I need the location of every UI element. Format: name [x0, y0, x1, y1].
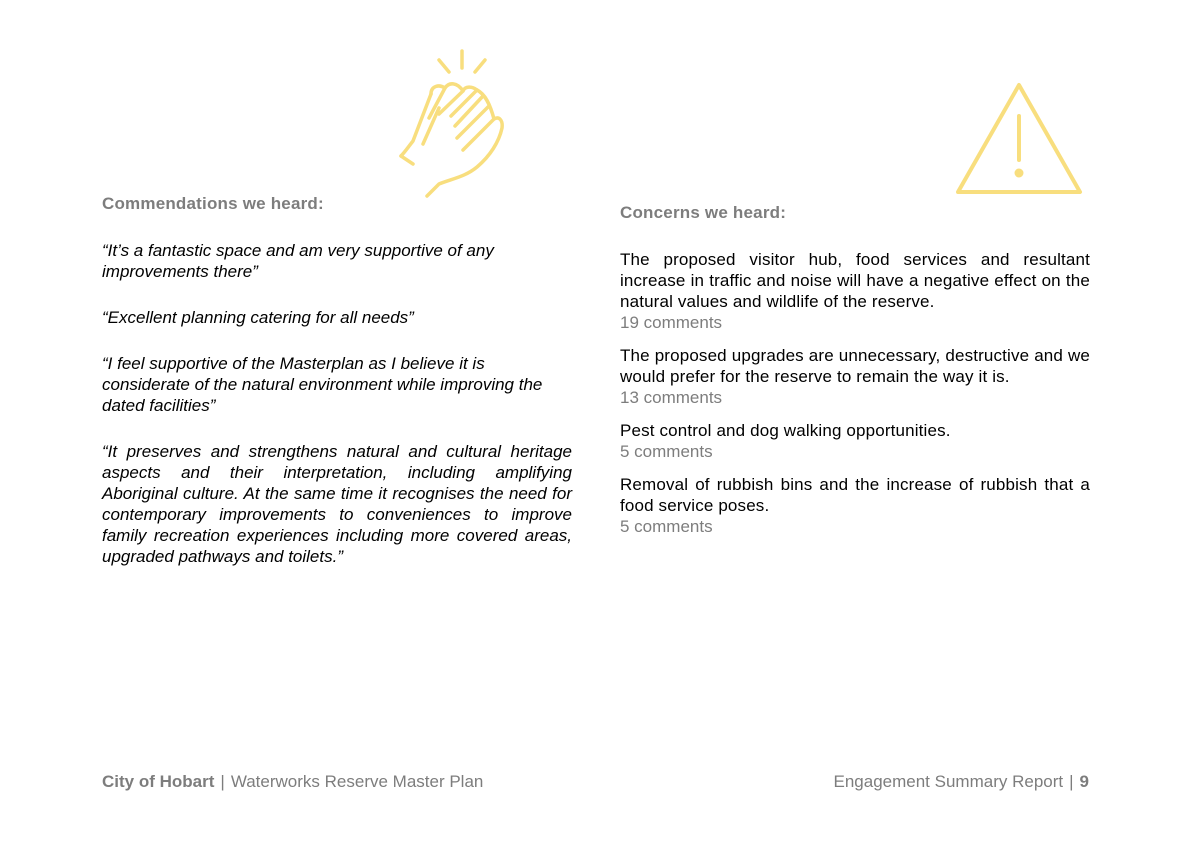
footer-separator: |: [220, 772, 225, 791]
concern-count: 5 comments: [620, 442, 713, 461]
concern-text: The proposed upgrades are unnecessary, destructive and we would prefer for the reserve to remain the way it is.: [620, 346, 1090, 386]
clapping-hands-icon: [385, 46, 509, 202]
concern-text: Removal of rubbish bins and the increase of rubbish that a food service poses.: [620, 475, 1090, 515]
warning-triangle-icon: [952, 80, 1086, 200]
commendation-quote: “Excellent planning catering for all needs”: [102, 308, 414, 327]
concern-count: 5 comments: [620, 517, 713, 536]
page-number: 9: [1079, 772, 1089, 791]
commendations-heading: Commendations we heard:: [102, 194, 324, 213]
commendation-quote: “I feel supportive of the Masterplan as I believe it is considerate of the natural environment while improving the dated facilities”: [102, 354, 543, 415]
commendation-quote: “It’s a fantastic space and am very supportive of any improvements there”: [102, 241, 494, 281]
footer-org: City of Hobart: [102, 772, 215, 791]
commendations-section: [102, 193, 572, 567]
concern-text: Pest control and dog walking opportunities.: [620, 421, 951, 440]
footer-right: [834, 771, 1090, 793]
concern-item: [620, 420, 1090, 462]
concern-item: [620, 345, 1090, 408]
footer-report: Engagement Summary Report: [833, 772, 1064, 791]
concern-item: [620, 249, 1090, 333]
concern-count: 19 comments: [620, 313, 723, 332]
footer-separator: |: [1069, 772, 1074, 791]
concerns-section: [620, 202, 1090, 537]
concern-item: [620, 474, 1090, 537]
footer-project: Waterworks Reserve Master Plan: [230, 772, 484, 791]
concerns-heading: Concerns we heard:: [620, 203, 787, 222]
commendation-quote: “It preserves and strengthens natural and cultural heritage aspects and their interpretation, including amplifying Aboriginal culture. At the same time it recognises the need for contemporary improvements to conveniences to improve family recreation experiences including more covered areas, upgraded pathways and toilets.”: [102, 442, 572, 566]
concern-text: The proposed visitor hub, food services and resultant increase in traffic and noise will have a negative effect on the natural values and wildlife of the reserve.: [620, 250, 1090, 311]
concern-count: 13 comments: [620, 388, 723, 407]
footer-left: [102, 771, 483, 793]
